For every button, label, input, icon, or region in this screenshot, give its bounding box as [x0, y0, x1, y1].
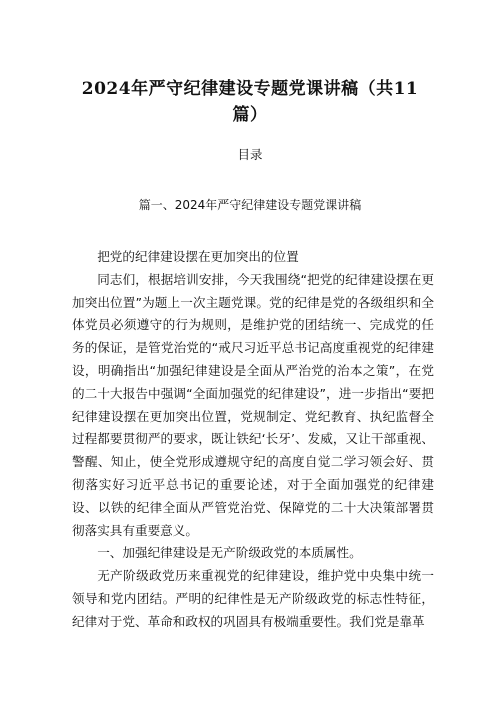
- toc-heading: 目录: [237, 147, 263, 162]
- paragraph: 同志们，根据培训安排，今天我围绕“把党的纪律建设摆在更加突出位置”为题上一次主题党课。党的纪律是党的各级组织和全体党员必须遵守的行为规则，是维护党的团结统一、完成党的任务的保证，是管党治党的“戒尺习近平总书记高度重视党的纪律建设，明确指出“加强纪律建设是全面从严治党的治本之策”，在党的二十大报告中强调“全面加强党的纪律建设”，进一步指出“要把纪律建设摆在更加突出位置，党规制定、党纪教育、执纪监督全过程都要贯彻严的要求，既让铁纪‘长牙’、发威，又让干部重视、警醒、知止，使全党形成遵规守纪的高度自觉二学习领会好、贯彻落实好习近平总书记的重要论述，对于全面加强党的纪律建设、以铁的纪律全面从严管党治党、保障党的二十大决策部署贯彻落实具有重要意义。: [72, 271, 434, 538]
- paragraph: 无产阶级政党历来重视党的纪律建设，维护党中央集中统一领导和党内团结。严明的纪律性是无产阶级政党的标志性特征，纪律对于党、革命和政权的巩固具有极端重要性。我们党是靠革: [72, 568, 434, 629]
- document-title: 2024年严守纪律建设专题党课讲稿（共11篇）: [81, 79, 419, 125]
- paragraph: 把党的纪律建设摆在更加突出的位置: [97, 249, 299, 264]
- document-body: [72, 246, 434, 634]
- paragraph: 一、加强纪律建设是无产阶级政党的本质属性。: [97, 545, 362, 561]
- toc-item: 篇一、2024年严守纪律建设专题党课讲稿: [138, 198, 362, 212]
